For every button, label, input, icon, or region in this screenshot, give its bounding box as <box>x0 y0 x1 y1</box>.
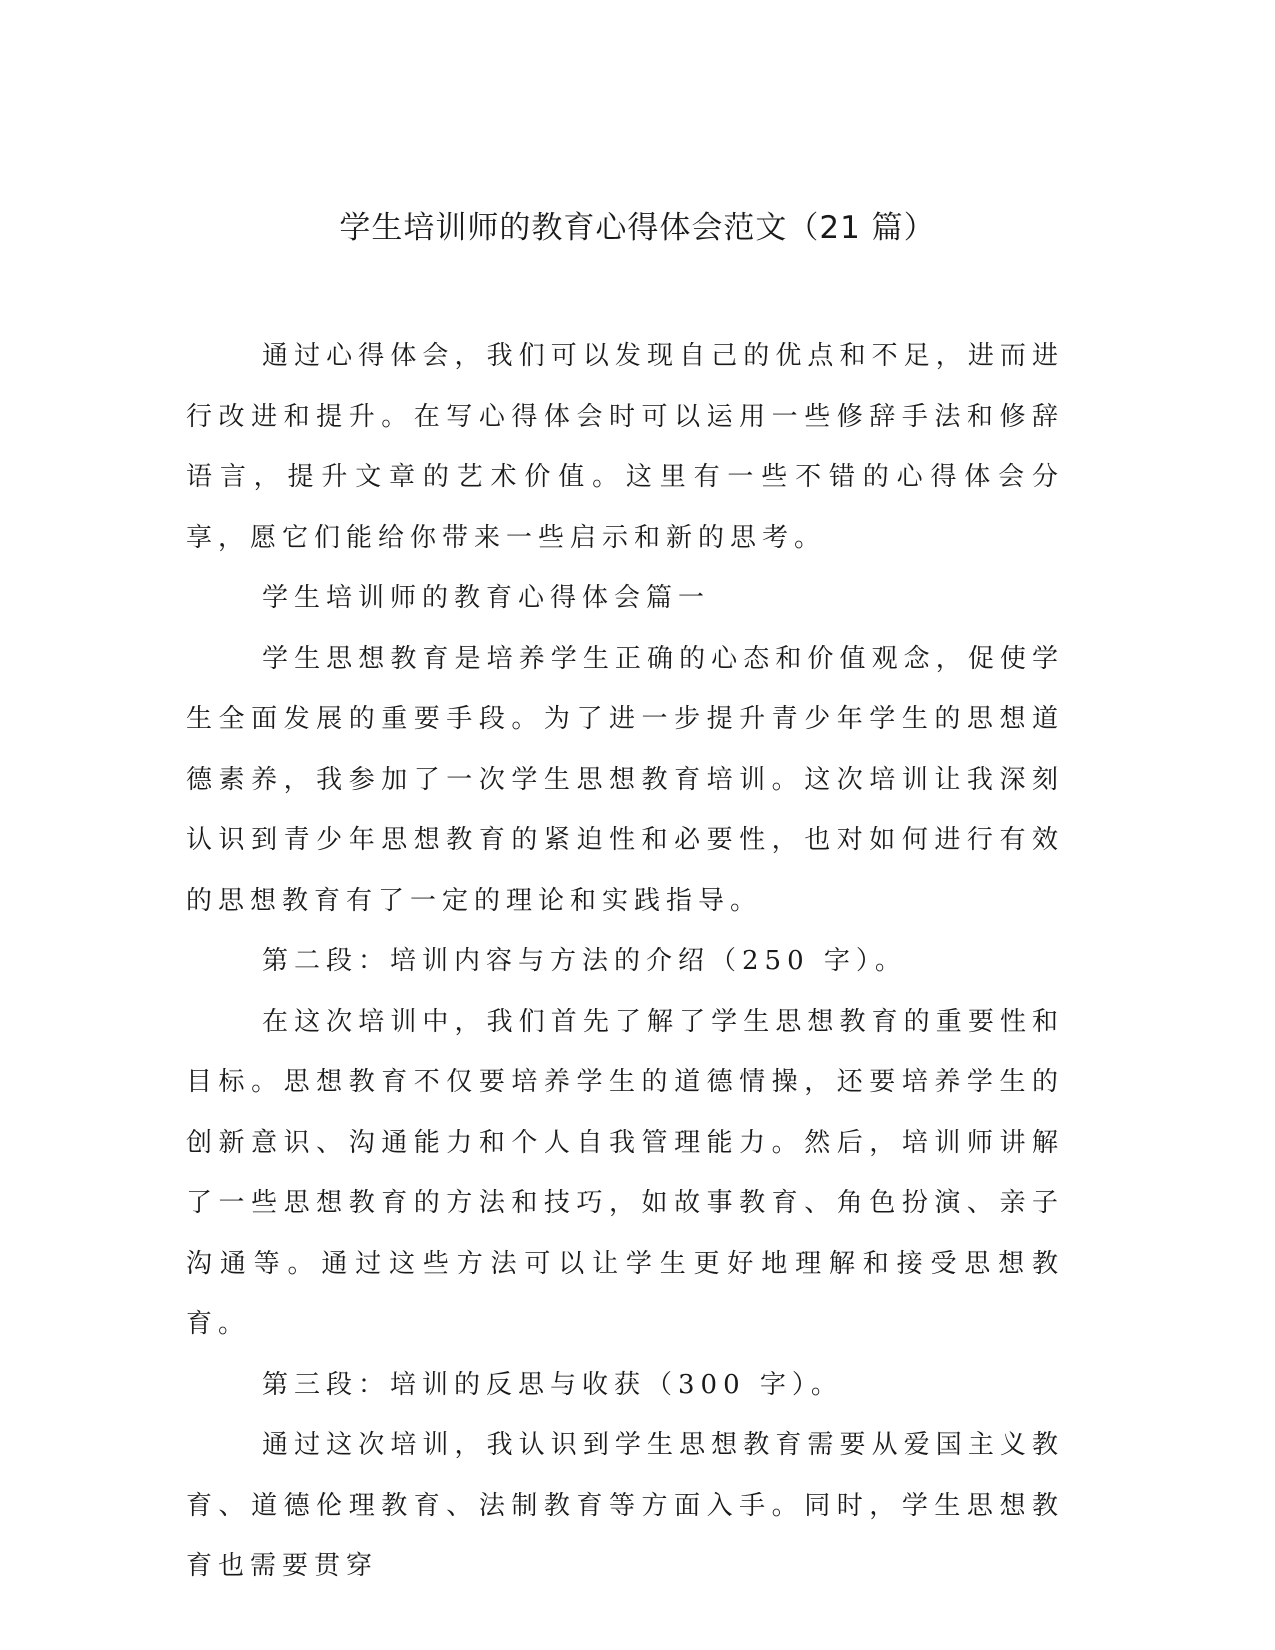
body-paragraph: 学生思想教育是培养学生正确的心态和价值观念，促使学生全面发展的重要手段。为了进一步提升青少年学生的思想道德素养，我参加了一次学生思想教育培训。这次培训让我深刻认识到青少年思想教育的紧迫性和必要性，也对如何进行有效的思想教育有了一定的理论和实践指导。 <box>186 643 1064 916</box>
body-paragraph: 通过这次培训，我认识到学生思想教育需要从爱国主义教育、道德伦理教育、法制教育等方面入手。同时，学生思想教育也需要贯穿 <box>186 1430 1064 1581</box>
section-heading-second: 第二段：培训内容与方法的介绍（250 字）。 <box>262 946 907 976</box>
section-heading-part-one: 学生培训师的教育心得体会篇一 <box>262 583 711 613</box>
section-heading-third: 第三段：培训的反思与收获（300 字）。 <box>262 1369 843 1400</box>
intro-paragraph: 通过心得体会，我们可以发现自己的优点和不足，进而进行改进和提升。在写心得体会时可以运用一些修辞手法和修辞语言，提升文章的艺术价值。这里有一些不错的心得体会分享，愿它们能给你带来一些启示和新的思考。 <box>186 341 1064 553</box>
body-paragraph: 在这次培训中，我们首先了解了学生思想教育的重要性和目标。思想教育不仅要培养学生的道德情操，还要培养学生的创新意识、沟通能力和个人自我管理能力。然后，培训师讲解了一些思想教育的方法和技巧，如故事教育、角色扮演、亲子沟通等。通过这些方法可以让学生更好地理解和接受思想教育。 <box>186 1006 1064 1339</box>
document-title: 学生培训师的教育心得体会范文（21 篇） <box>339 210 936 246</box>
document-body <box>186 326 1064 1597</box>
